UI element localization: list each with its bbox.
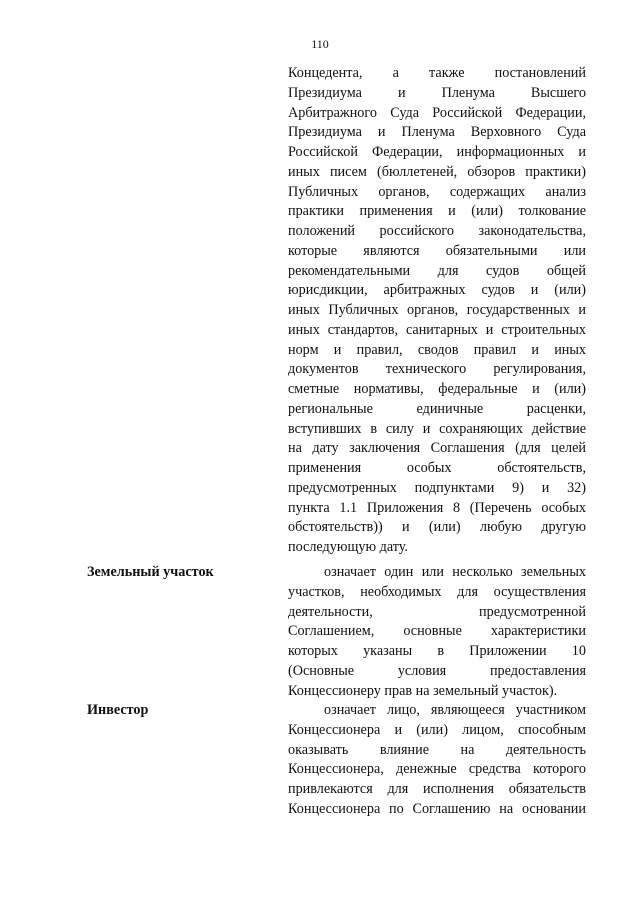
definition-investor bbox=[288, 701, 586, 820]
text-line: Концессионера по Соглашению на основании bbox=[288, 800, 586, 817]
text-line: на дату заключения Соглашения (для целей bbox=[288, 440, 586, 457]
text-line: сметные нормативы, федеральные и (или) bbox=[288, 381, 586, 397]
term-investor: Инвестор bbox=[87, 702, 149, 718]
text-line: Президиума и Пленума Высшего bbox=[288, 84, 586, 101]
text-line: положений российского законодательства, bbox=[288, 223, 586, 239]
definition-land-plot bbox=[288, 563, 586, 701]
text-line: оказывать влияние на деятельность bbox=[288, 741, 586, 758]
text-line: региональные единичные расценки, bbox=[288, 400, 586, 417]
text-line: документов технического регулирования, bbox=[288, 361, 586, 378]
text-line: (Основные условия предоставления bbox=[288, 662, 586, 679]
text-line: Президиума и Пленума Верховного Суда bbox=[288, 124, 586, 141]
text-line: норм и правил, сводов правил и иных bbox=[288, 341, 586, 358]
text-line: применения особых обстоятельств, bbox=[288, 460, 586, 476]
text-line: участков, необходимых для осуществления bbox=[288, 583, 586, 600]
text-line: предусмотренных подпунктами 9) и 32) bbox=[288, 479, 586, 496]
text-line: Концедента, а также постановлений bbox=[288, 65, 586, 81]
text-line: которых указаны в Приложении 10 bbox=[288, 643, 586, 659]
text-line: Концессионера и (или) лицом, способным bbox=[288, 721, 586, 738]
text-line: последующую дату. bbox=[288, 539, 408, 555]
text-line: иных писем (бюллетеней, обзоров практики) bbox=[288, 163, 586, 180]
text-line: юрисдикции, арбитражных судов и (или) bbox=[288, 282, 586, 299]
text-line: вступивших в силу и сохраняющих действие bbox=[288, 420, 586, 437]
text-line: означает лицо, являющееся участником bbox=[324, 702, 586, 718]
text-line: иных Публичных органов, государственных и bbox=[288, 302, 586, 318]
text-line: Российской Федерации, информационных и bbox=[288, 144, 586, 160]
text-line: рекомендательными для судов общей bbox=[288, 262, 586, 279]
text-line: Концессионеру прав на земельный участок). bbox=[288, 682, 558, 699]
text-line: практики применения и (или) толкование bbox=[288, 203, 586, 220]
text-line: деятельности, предусмотренной bbox=[288, 603, 586, 620]
text-line: обстоятельств)) и (или) любую другую bbox=[288, 519, 586, 536]
text-line: которые являются обязательными или bbox=[288, 242, 586, 259]
text-line: означает один или несколько земельных bbox=[324, 564, 586, 580]
text-line: Концессионера, денежные средства которого bbox=[288, 761, 586, 778]
text-line: привлекаются для исполнения обязательств bbox=[288, 781, 586, 797]
term-land-plot: Земельный участок bbox=[87, 564, 214, 580]
continuation-paragraph bbox=[288, 64, 586, 558]
page-number: 110 bbox=[311, 37, 329, 51]
text-line: иных стандартов, санитарных и строительных bbox=[288, 321, 586, 338]
text-line: Соглашением, основные характеристики bbox=[288, 623, 586, 640]
text-line: Арбитражного Суда Российской Федерации, bbox=[288, 104, 586, 121]
text-line: пункта 1.1 Приложения 8 (Перечень особых bbox=[288, 499, 586, 516]
text-line: Публичных органов, содержащих анализ bbox=[288, 183, 586, 200]
